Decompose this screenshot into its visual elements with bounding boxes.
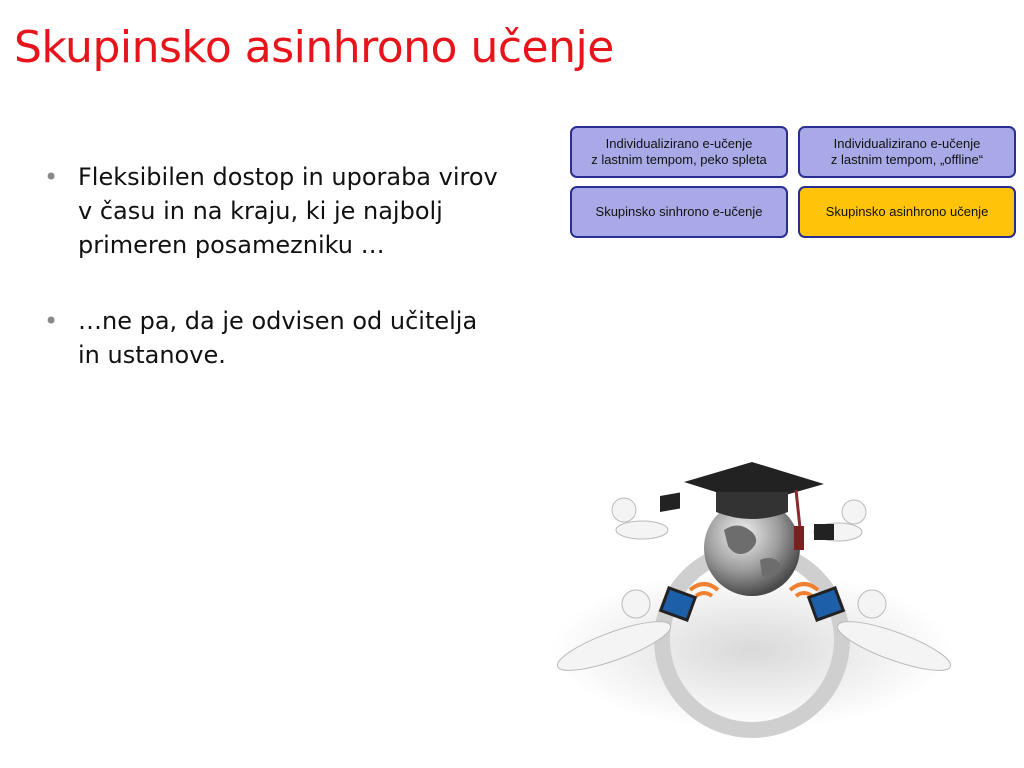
- box-individual-offline: Individualizirano e-učenje z lastnim tempom, „offline“: [798, 126, 1016, 178]
- box-group-synchronous: Skupinsko sinhrono e-učenje: [570, 186, 788, 238]
- bullet-text: …ne pa, da je odvisen od učitelja in ustanove.: [78, 307, 478, 369]
- bullet-icon: •: [44, 307, 59, 335]
- tassel: [794, 526, 804, 550]
- figure-top-right: [814, 500, 866, 541]
- slide-title: Skupinsko asinhrono učenje: [14, 22, 614, 73]
- bullet-item: [44, 160, 504, 262]
- bullet-text: Fleksibilen dostop in uporaba virov v času in na kraju, ki je najbolj primeren posamezniku …: [78, 163, 498, 259]
- bullet-list: [44, 160, 504, 414]
- bullet-icon: •: [44, 163, 59, 191]
- figure-top-left: [612, 492, 680, 539]
- globe-graduation-cap-laptops-icon: [524, 450, 980, 740]
- learning-types-grid: [570, 126, 1020, 244]
- box-individual-online: Individualizirano e-učenje z lastnim tempom, peko spleta: [570, 126, 788, 178]
- box-group-asynchronous: Skupinsko asinhrono učenje: [798, 186, 1016, 238]
- bullet-item: [44, 304, 504, 372]
